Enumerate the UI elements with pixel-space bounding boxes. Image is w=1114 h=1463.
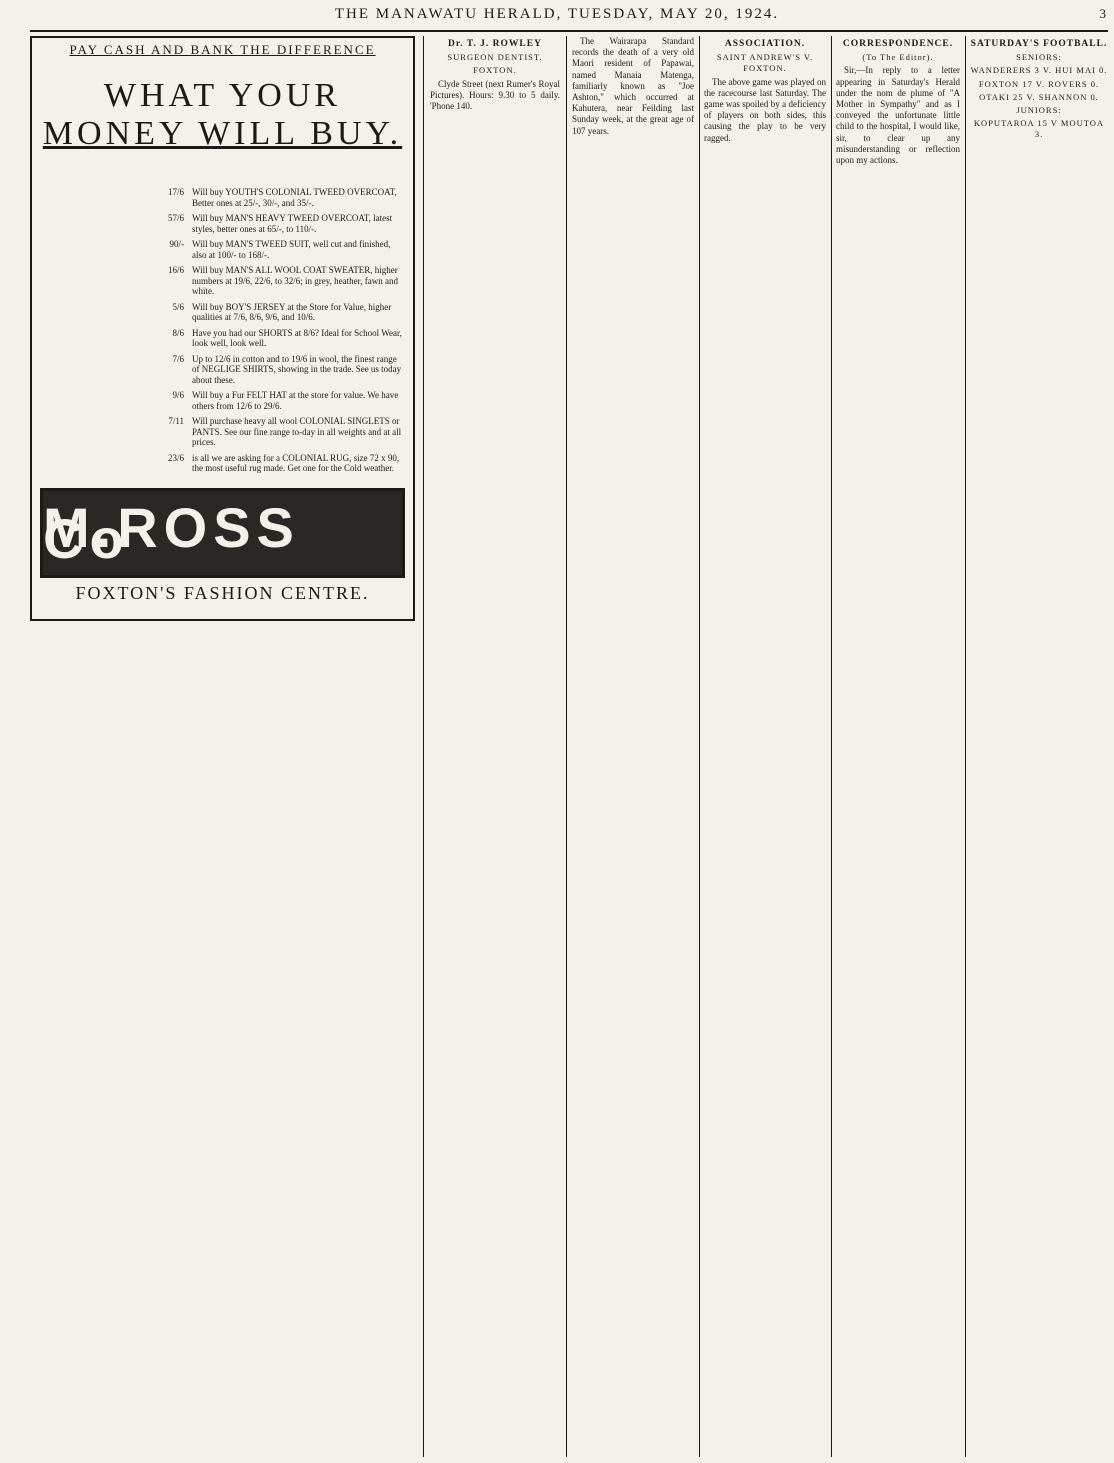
ross-item	[150, 187, 405, 208]
ross-item-price: 5/6	[172, 301, 184, 312]
football-grade: SENIORS:	[1016, 52, 1062, 63]
football-junior-results	[970, 118, 1108, 140]
football-result: WANDERERS 3 V. HUI MAI 0.	[970, 65, 1108, 76]
ross-item-text: Will buy MAN'S ALL WOOL COAT SWEATER, higher numbers at 19/6, 22/6, to 32/6; in grey, heather, fawn and white.	[192, 265, 399, 297]
column-rule	[965, 36, 966, 1457]
ross-item-price: 90/-	[169, 239, 184, 250]
rowley-title: SURGEON DENTIST.	[447, 52, 543, 63]
ross-item	[150, 328, 405, 349]
column-1	[30, 36, 415, 1459]
ross-headline-1: WHAT YOUR	[103, 77, 342, 115]
football-junior: JUNIORS:	[1016, 105, 1062, 116]
ross-item-price: 16/6	[167, 265, 184, 276]
association-head: ASSOCIATION.	[724, 39, 806, 49]
rowley-name: Dr. T. J. ROWLEY	[448, 39, 542, 49]
column-4	[704, 36, 826, 1459]
ross-item-price: 8/6	[172, 327, 184, 338]
correspondence-head: CORRESPONDENCE.	[842, 39, 954, 49]
ross-tagline: FOXTON'S FASHION CENTRE.	[75, 582, 370, 603]
correspondence-sub: (To The Editor).	[862, 52, 934, 63]
football-result: FOXTON 17 V. ROVERS 0.	[978, 78, 1100, 89]
ross-advertisement	[30, 36, 415, 621]
column-rule	[566, 36, 567, 1457]
ross-banner: PAY CASH AND BANK THE DIFFERENCE	[69, 42, 376, 57]
association-text: The above game was played on the racecourse last Saturday. The game was spoiled by a deficiency of players on both sides, this causing the play to be very ragged.	[704, 76, 826, 143]
ross-item-text: Will buy MAN'S TWEED SUIT, well cut and finished, also at 100/- to 168/-.	[192, 239, 391, 260]
ross-item-text: Will buy a Fur FELT HAT at the store for value. We have others from 12/6 to 29/6.	[192, 390, 399, 411]
association-sub: SAINT ANDREW'S V. FOXTON.	[716, 52, 814, 74]
column-rule	[699, 36, 700, 1457]
ross-item	[150, 453, 405, 474]
ross-item-text: Will purchase heavy all wool COLONIAL SINGLETS or PANTS. See our fine range to-day in all weights and at all prices.	[192, 416, 402, 448]
column-2	[430, 36, 560, 1459]
ross-item-text: Will buy BOY'S JERSEY at the Store for Value, higher qualities at 7/6, 8/6, 9/6, and 10/6.	[192, 301, 392, 323]
ross-item-text: Up to 12/6 in cotton and to 19/6 in wool, the finest range of NEGLIGE SHIRTS, showing in the trade. See us today about these.	[192, 353, 402, 385]
ross-item-price: 57/6	[167, 213, 184, 224]
football-result: OTAKI 25 V. SHANNON 0.	[979, 91, 1099, 102]
column-rule	[423, 36, 424, 1457]
ross-item-text: Will buy YOUTH'S COLONIAL TWEED OVERCOAT, Better ones at 25/-, 30/-, and 35/-.	[192, 187, 397, 208]
ross-headline-2: MONEY WILL BUY.	[42, 115, 403, 153]
ross-item	[150, 390, 405, 411]
ross-item-price: 17/6	[167, 187, 184, 198]
ross-item	[150, 354, 405, 386]
ross-item-text: is all we are asking for a COLONIAL RUG, size 72 x 90, the most useful rug made. Get one for the Cold weather.	[192, 452, 400, 474]
ross-item	[150, 302, 405, 323]
football-result: KOPUTAROA 15 V MOUTOA 3.	[973, 118, 1105, 140]
column-rule	[831, 36, 832, 1457]
ross-item-price: 23/6	[167, 452, 184, 463]
col3-text: The Wairarapa Standard records the death of a very old Maori resident of Papawai, named Manaia Matenga, familiarly known as "Joe Ashton," which occurred at Kahutera, near Feilding last Sunday week, at the great age of 107 years.	[572, 36, 694, 136]
ross-item	[150, 239, 405, 260]
football-results	[970, 65, 1108, 103]
column-5	[836, 36, 960, 1459]
masthead-title: THE MANAWATU HERALD, TUESDAY, MAY 20, 1924.	[334, 6, 780, 22]
ross-item-price: 9/6	[172, 390, 184, 401]
ross-item-price: 7/11	[168, 416, 184, 427]
ross-logo: M.ROSS Co	[40, 488, 405, 578]
page-number: 3	[1099, 6, 1106, 21]
rowley-town: FOXTON.	[473, 65, 517, 76]
column-3	[572, 36, 694, 1459]
ross-item	[150, 416, 405, 448]
masthead-rule	[30, 30, 1108, 32]
ross-item-text: Have you had our SHORTS at 8/6? Ideal for School Wear, look well, look well.	[192, 327, 402, 349]
column-6	[970, 36, 1108, 1459]
football-head: SATURDAY'S FOOTBALL.	[970, 39, 1108, 49]
ross-item	[150, 265, 405, 297]
ross-price-list	[40, 187, 405, 474]
ross-item-price: 7/6	[172, 353, 184, 364]
rowley-text: Clyde Street (next Rumer's Royal Pictures). Hours: 9.30 to 5 daily. 'Phone 140.	[430, 78, 560, 112]
correspondence-text: Sir,—In reply to a letter appearing in Saturday's Herald under the nom de plume of "A Mother in Sympathy" and as I conveyed the unfortunate little child to the hospital, I would like, sir, to clear up any misunderstanding or reflection upon my actions.	[836, 65, 960, 166]
ross-item-text: Will buy MAN'S HEAVY TWEED OVERCOAT, latest styles, better ones at 65/-, to 110/-.	[192, 213, 393, 234]
ross-item	[150, 213, 405, 234]
